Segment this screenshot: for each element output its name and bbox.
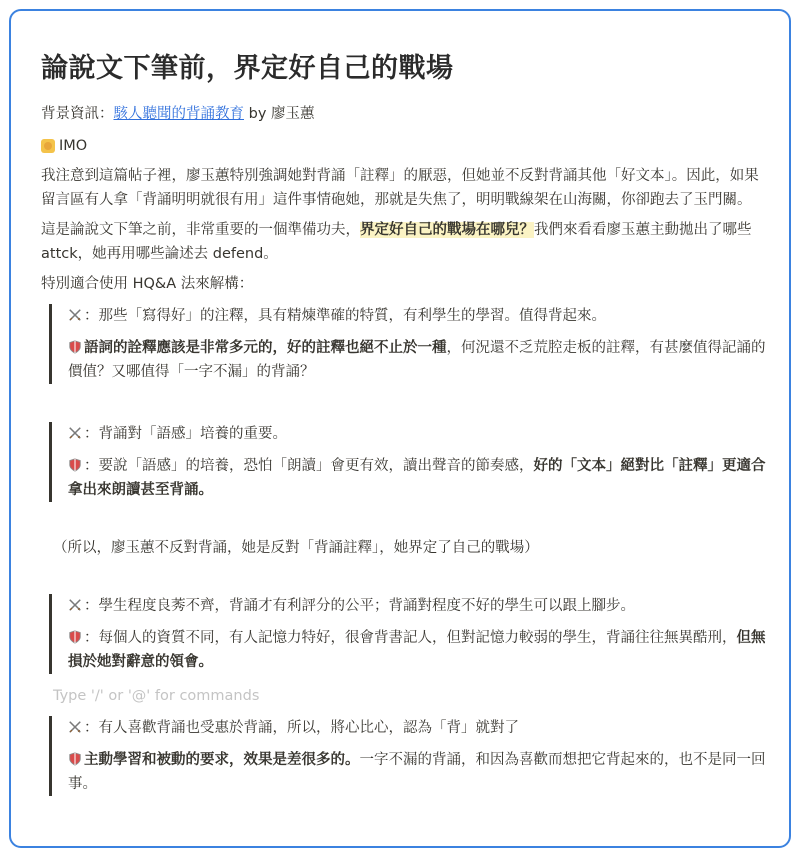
attack-text: ：背誦對「語感」培養的重要。: [84, 426, 287, 443]
defend-bold: 但無損於她對辭意的領會。: [68, 630, 766, 671]
defend-bold: 主動學習和被動的要求，效果是差很多的。: [84, 752, 360, 769]
highlight-text: 界定好自己的戰場在哪兒？: [360, 222, 534, 239]
quote-block-2[interactable]: [49, 422, 771, 502]
defend-line: [68, 626, 771, 674]
background-info[interactable]: [41, 102, 771, 126]
attack-line: [68, 716, 771, 740]
document-content: [41, 51, 771, 796]
background-info-author: by 廖玉蕙: [244, 106, 315, 123]
crossed-swords-icon: [68, 308, 82, 322]
shield-icon: [68, 752, 82, 766]
page-title[interactable]: 論說文下筆前，界定好自己的戰場: [41, 53, 454, 84]
editor-frame: [9, 9, 791, 848]
background-info-link[interactable]: 駭人聽聞的背誦教育: [113, 106, 244, 123]
defend-text: ：每個人的資質不同，有人記憶力特好，很會背書記人，但對記憶力較弱的學生，背誦往往無異酷刑，: [84, 630, 737, 647]
raising-hand-emoji-icon: [41, 139, 55, 153]
attack-text: ：那些「寫得好」的注釋，具有精煉準確的特質，有利學生的學習。值得背起來。: [84, 308, 606, 325]
paragraph-intro[interactable]: 我注意到這篇帖子裡，廖玉蕙特別強調她對背誦「註釋」的厭惡，但她並不反對背誦其他「好文本」。因此，如果留言區有人拿「背誦明明就很有用」這件事情砲她，那就是失焦了，明明戰線架在山海關，你卻跑去了玉門關。: [41, 168, 759, 209]
defend-bold: 語詞的詮釋應該是非常多元的，好的註釋也絕不止於一種: [84, 340, 447, 357]
quote-block-1[interactable]: [49, 304, 771, 384]
defend-bold: 好的「文本」絕對比「註釋」更適合拿出來朗讀甚至背誦。: [68, 458, 766, 499]
paragraph-battlefield-after: 我們來看看廖玉蕙主動拋出了哪些 attck，她再用哪些論述去 defend。: [41, 222, 752, 263]
shield-icon: [68, 458, 82, 472]
defend-line: [68, 748, 771, 796]
crossed-swords-icon: [68, 720, 82, 734]
attack-text: ：學生程度良莠不齊，背誦才有利評分的公平；背誦對程度不好的學生可以跟上腳步。: [84, 598, 635, 615]
quote-block-4[interactable]: [49, 716, 771, 796]
defend-line: [68, 454, 771, 502]
command-placeholder[interactable]: Type '/' or '@' for commands: [53, 688, 260, 705]
conclusion-note[interactable]: （所以，廖玉蕙不反對背誦，她是反對「背誦註釋」，她界定了自己的戰場）: [53, 540, 539, 557]
paragraph-method[interactable]: 特別適合使用 HQ&A 法來解構：: [41, 276, 254, 293]
attack-line: [68, 594, 771, 618]
defend-line: [68, 336, 771, 384]
shield-icon: [68, 630, 82, 644]
attack-text: ：有人喜歡背誦也受惠於背誦，所以，將心比心，認為「背」就對了: [84, 720, 519, 737]
quote-block-3[interactable]: [49, 594, 771, 674]
paragraph-battlefield[interactable]: [41, 218, 771, 266]
defend-text: ：要說「語感」的培養，恐怕「朗讀」會更有效，讀出聲音的節奏感，: [84, 458, 534, 475]
imo-line[interactable]: [41, 134, 771, 158]
attack-line: [68, 304, 771, 328]
imo-label: IMO: [59, 138, 88, 155]
background-info-prefix: 背景資訊：: [41, 106, 114, 123]
crossed-swords-icon: [68, 426, 82, 440]
defend-text: ，何況還不乏荒腔走板的註釋，有甚麼值得記誦的價值？又哪值得「一字不漏」的背誦？: [68, 340, 766, 381]
defend-text: 一字不漏的背誦，和因為喜歡而想把它背起來的，也不是同一回事。: [68, 752, 766, 793]
crossed-swords-icon: [68, 598, 82, 612]
paragraph-battlefield-before: 這是論說文下筆之前，非常重要的一個準備功夫，: [41, 222, 360, 239]
attack-line: [68, 422, 771, 446]
shield-icon: [68, 340, 82, 354]
